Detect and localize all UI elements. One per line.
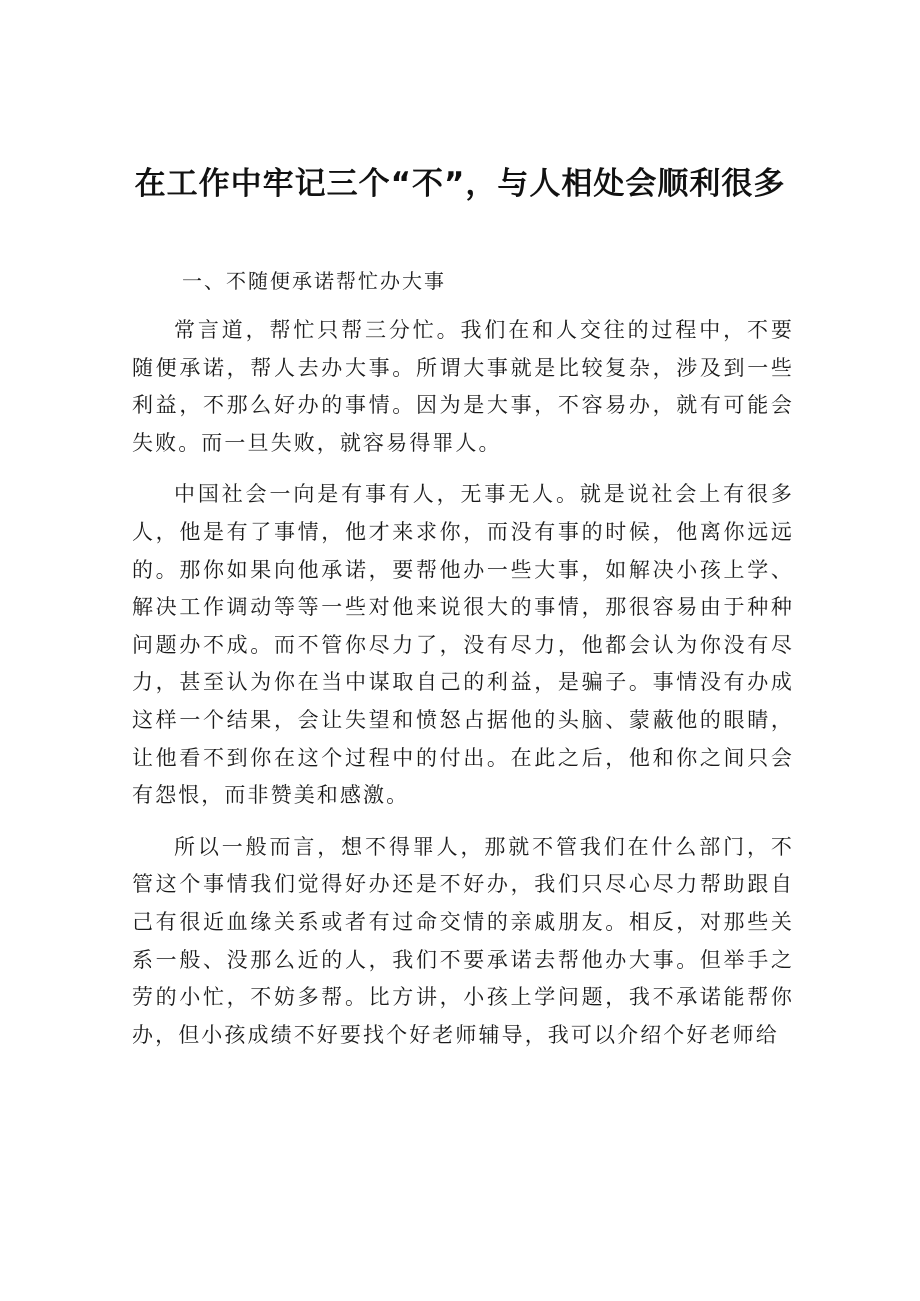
paragraph: 所以一般而言，想不得罪人，那就不管我们在什么部门，不管这个事情我们觉得好办还是不好办，我们只尽心尽力帮助跟自己有很近血缘关系或者有过命交情的亲戚朋友。相反，对那些关系一般、没那么近的人，我们不要承诺去帮他办大事。但举手之劳的小忙，不妨多帮。比方讲，小孩上学问题，我不承诺能帮你办，但小孩成绩不好要找个好老师辅导，我可以介绍个好老师给 <box>132 834 794 1047</box>
paragraph: 常言道，帮忙只帮三分忙。我们在和人交往的过程中，不要随便承诺，帮人去办大事。所谓大事就是比较复杂，涉及到一些利益，不那么好办的事情。因为是大事，不容易办，就有可能会失败。而一旦失败，就容易得罪人。 <box>132 318 794 455</box>
section-heading: 一、不随便承诺帮忙办大事 <box>182 269 446 293</box>
document-title: 在工作中牢记三个“不”，与人相处会顺利很多 <box>134 166 786 202</box>
document-body <box>132 264 794 1068</box>
paragraph: 中国社会一向是有事有人，无事无人。就是说社会上有很多人，他是有了事情，他才来求你，而没有事的时候，他离你远远的。那你如果向他承诺，要帮他办一些大事，如解决小孩上学、解决工作调动等等一些对他来说很大的事情，那很容易由于种种问题办不成。而不管你尽力了，没有尽力，他都会认为你没有尽力，甚至认为你在当中谋取自己的利益，是骗子。事情没有办成这样一个结果，会让失望和愤怒占据他的头脑、蒙蔽他的眼睛，让他看不到你在这个过程中的付出。在此之后，他和你之间只会有怨恨，而非赞美和感激。 <box>132 482 794 808</box>
